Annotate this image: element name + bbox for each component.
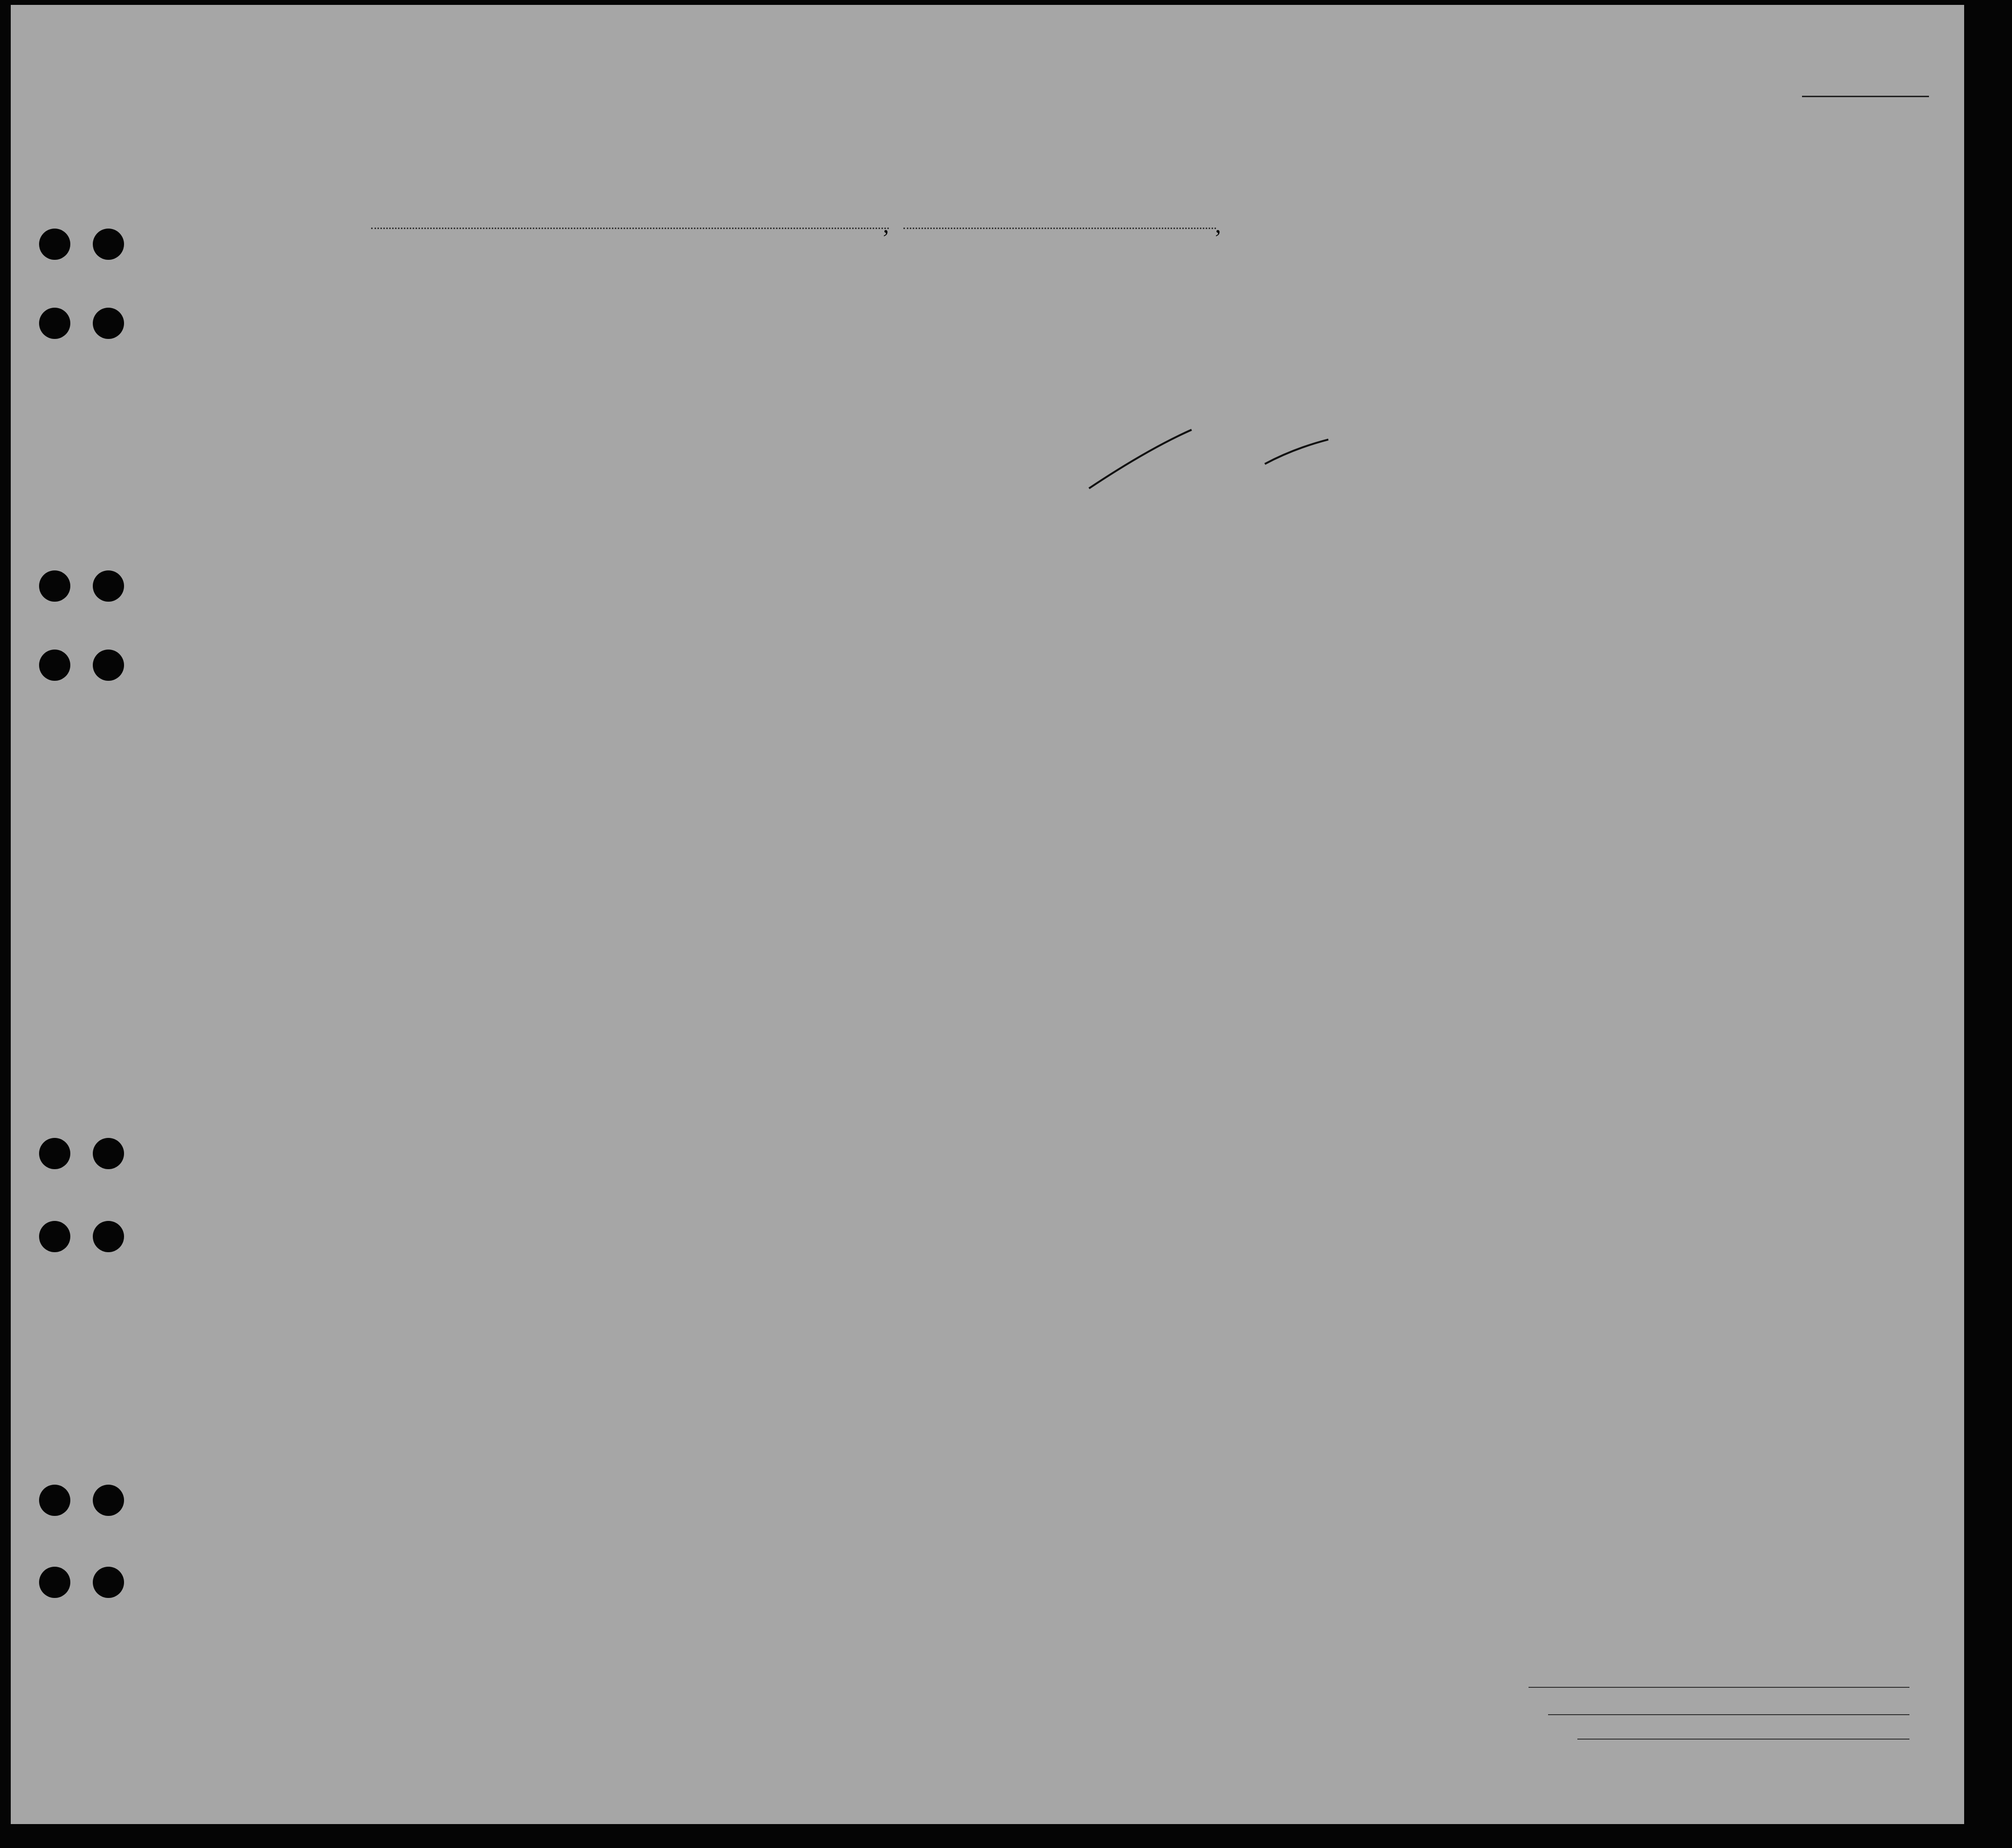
header-fifty-dollars <box>730 293 753 425</box>
header-labor-offer <box>1458 293 1497 420</box>
comma: , <box>883 210 889 238</box>
header-ticket <box>612 293 632 425</box>
header-excluded <box>1497 293 1515 420</box>
agents-underline <box>1577 1739 1909 1740</box>
pen-stroke <box>1089 430 1192 488</box>
header-purpose-citizen <box>1274 317 1301 420</box>
header-purpose-return <box>1195 317 1226 420</box>
header-anarchist <box>1373 293 1388 420</box>
pen-stroke <box>1265 440 1328 464</box>
comma: , <box>1215 210 1221 238</box>
owners-underline <box>1548 1714 1909 1715</box>
line-underline <box>1529 1687 1909 1688</box>
header-purpose-length <box>1238 317 1266 420</box>
header-overthrow <box>1396 293 1454 420</box>
header-inches <box>1683 381 1698 420</box>
header-arrested <box>1518 293 1535 420</box>
header-polygamist <box>1351 293 1365 420</box>
header-feet <box>1659 381 1674 420</box>
header-prison <box>1309 293 1344 420</box>
